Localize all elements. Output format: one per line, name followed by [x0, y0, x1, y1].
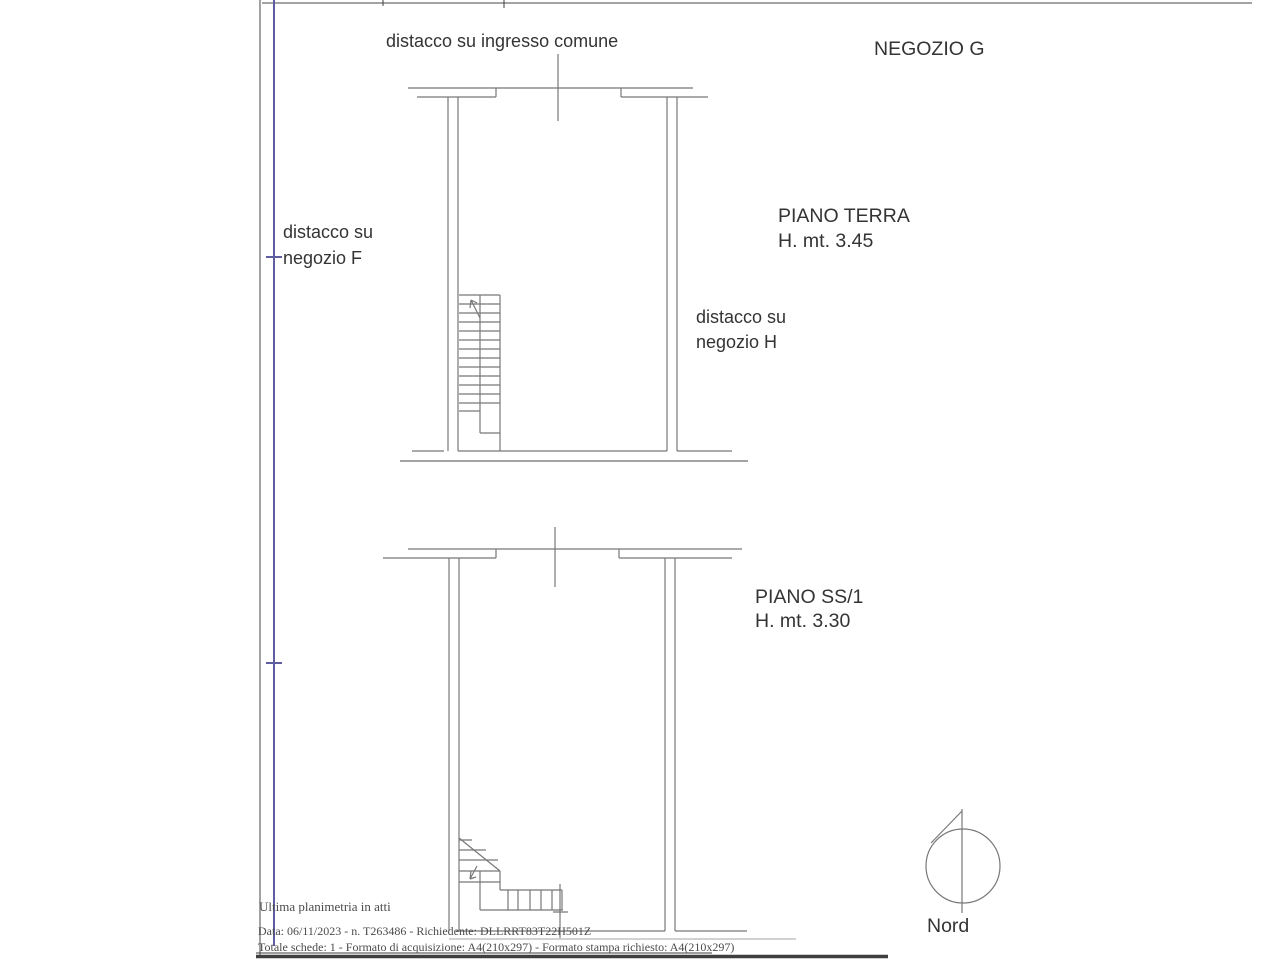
footer-request-line: Data: 06/11/2023 - n. T263486 - Richiedente: DLLRRT83T22H501Z [258, 924, 592, 938]
footer-format-line: Totale schede: 1 - Formato di acquisizione: A4(210x297) - Formato stampa richiesto: A4(210x297) [258, 940, 735, 954]
boundary-top-label: distacco su ingresso comune [386, 31, 619, 51]
boundary-left-label-line1: distacco su [283, 222, 374, 242]
sheet-border-lines [260, 0, 1252, 958]
basement-floor-height: H. mt. 3.30 [755, 610, 851, 632]
north-label: Nord [927, 915, 970, 937]
boundary-right-label-line2: negozio H [696, 332, 778, 352]
ground-floor-name: PIANO TERRA [778, 205, 910, 227]
boundary-right-label-line1: distacco su [696, 307, 787, 327]
basement-floor-name: PIANO SS/1 [755, 586, 864, 608]
ground-floor-height: H. mt. 3.45 [778, 230, 874, 252]
footer-note: Ultima planimetria in atti [259, 899, 391, 914]
basement-floor-plan [383, 527, 747, 938]
north-arrow [926, 809, 1000, 913]
unit-label: NEGOZIO G [874, 38, 985, 60]
boundary-left-label-line2: negozio F [283, 248, 363, 268]
ground-floor-staircase [459, 295, 500, 451]
basement-staircase [459, 838, 563, 910]
ground-floor-plan [400, 54, 748, 461]
